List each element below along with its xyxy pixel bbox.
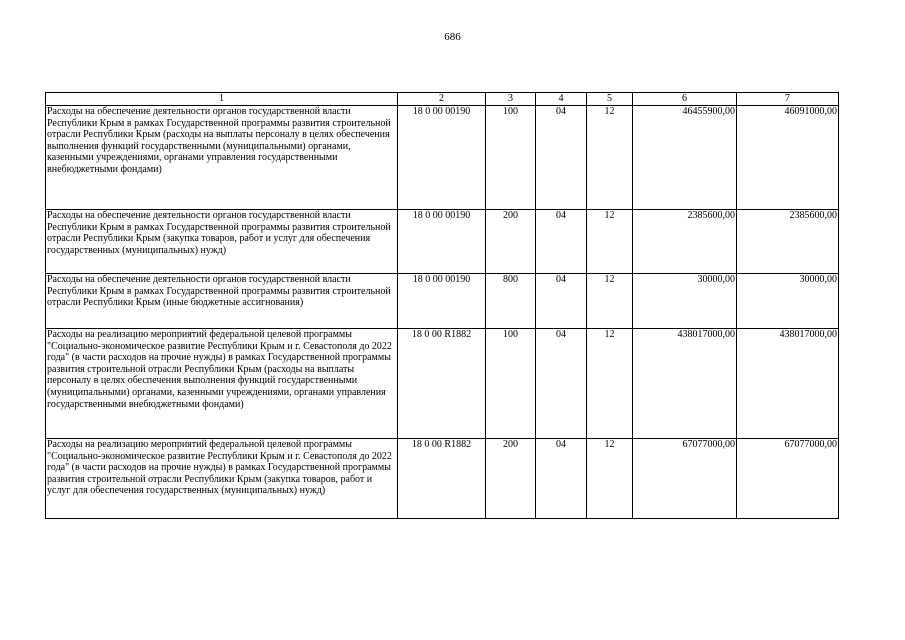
column-header: 5 bbox=[587, 93, 633, 106]
table-row bbox=[46, 329, 839, 439]
column-header: 7 bbox=[737, 93, 839, 106]
row-amount-2: 30000,00 bbox=[737, 274, 839, 329]
row-expense-type: 800 bbox=[486, 274, 536, 329]
row-subsection: 12 bbox=[587, 106, 633, 210]
row-expense-type: 200 bbox=[486, 439, 536, 519]
row-description: Расходы на реализацию мероприятий федеральной целевой программы "Социально-экономическое развитие Республики Крым и г. Севастополя до 2022 года" (в части расходов на прочие нужды) в рамках Государственной программы развития строительной отрасли Республики Крым (закупка товаров, работ и услуг для обеспечения государственных (муниципальных) нужд) bbox=[46, 439, 398, 519]
table-row bbox=[46, 439, 839, 519]
row-amount-1: 46455900,00 bbox=[633, 106, 737, 210]
row-amount-1: 2385600,00 bbox=[633, 210, 737, 274]
page-number: 686 bbox=[444, 31, 461, 43]
row-description: Расходы на обеспечение деятельности органов государственной власти Республики Крым в рамках Государственной программы развития строительной отрасли Республики Крым (иные бюджетные ассигнования) bbox=[46, 274, 398, 329]
row-program-code: 18 0 00 00190 bbox=[398, 106, 486, 210]
row-subsection: 12 bbox=[587, 210, 633, 274]
row-amount-1: 67077000,00 bbox=[633, 439, 737, 519]
row-program-code: 18 0 00 R1882 bbox=[398, 439, 486, 519]
row-expense-type: 100 bbox=[486, 329, 536, 439]
row-subsection: 12 bbox=[587, 274, 633, 329]
row-description: Расходы на обеспечение деятельности органов государственной власти Республики Крым в рамках Государственной программы развития строительной отрасли Республики Крым (расходы на выплаты персоналу в целях обеспечения выполнения функций государственными (муниципальными) органами, казенными учреждениями, органами управления государственными внебюджетными фондами) bbox=[46, 106, 398, 210]
table-row bbox=[46, 210, 839, 274]
row-amount-2: 46091000,00 bbox=[737, 106, 839, 210]
row-expense-type: 200 bbox=[486, 210, 536, 274]
table-row bbox=[46, 274, 839, 329]
table-row bbox=[46, 106, 839, 210]
row-amount-1: 30000,00 bbox=[633, 274, 737, 329]
row-section: 04 bbox=[536, 274, 587, 329]
row-subsection: 12 bbox=[587, 329, 633, 439]
row-program-code: 18 0 00 R1882 bbox=[398, 329, 486, 439]
row-expense-type: 100 bbox=[486, 106, 536, 210]
row-amount-2: 438017000,00 bbox=[737, 329, 839, 439]
row-section: 04 bbox=[536, 439, 587, 519]
column-header: 4 bbox=[536, 93, 587, 106]
column-header: 1 bbox=[46, 93, 398, 106]
row-description: Расходы на реализацию мероприятий федеральной целевой программы "Социально-экономическое развитие Республики Крым и г. Севастополя до 2022 года" (в части расходов на прочие нужды) в рамках Государственной программы развития строительной отрасли Республики Крым (расходы на выплаты персоналу в целях обеспечения выполнения функций государственными (муниципальными) органами, казенными учреждениями, органами управления государственными внебюджетными фондами) bbox=[46, 329, 398, 439]
row-amount-2: 2385600,00 bbox=[737, 210, 839, 274]
row-amount-2: 67077000,00 bbox=[737, 439, 839, 519]
row-description: Расходы на обеспечение деятельности органов государственной власти Республики Крым в рамках Государственной программы развития строительной отрасли Республики Крым (закупка товаров, работ и услуг для обеспечения государственных (муниципальных) нужд) bbox=[46, 210, 398, 274]
row-subsection: 12 bbox=[587, 439, 633, 519]
column-header: 6 bbox=[633, 93, 737, 106]
row-program-code: 18 0 00 00190 bbox=[398, 274, 486, 329]
header-row bbox=[46, 93, 839, 106]
column-header: 3 bbox=[486, 93, 536, 106]
budget-table bbox=[45, 92, 839, 519]
row-section: 04 bbox=[536, 210, 587, 274]
column-header: 2 bbox=[398, 93, 486, 106]
row-amount-1: 438017000,00 bbox=[633, 329, 737, 439]
row-section: 04 bbox=[536, 106, 587, 210]
row-section: 04 bbox=[536, 329, 587, 439]
row-program-code: 18 0 00 00190 bbox=[398, 210, 486, 274]
